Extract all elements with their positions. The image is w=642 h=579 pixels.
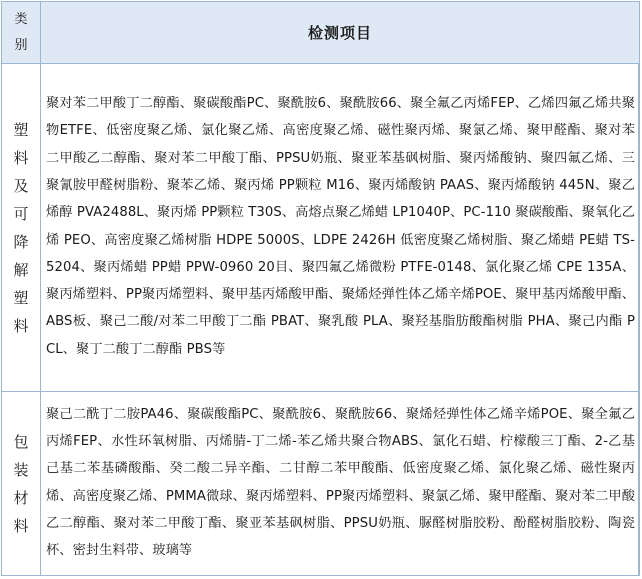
- category-label-plastics: 塑料及可降解塑料: [13, 120, 29, 335]
- category-label-packaging: 包装材料: [13, 432, 29, 535]
- items-cell-plastics: 聚对苯二甲酸丁二醇酯、聚碳酸酯PC、聚酰胺6、聚酰胺66、聚全氟乙丙烯FEP、乙烯四氟乙烯共聚物ETFE、低密度聚乙烯、氯化聚乙烯、高密度聚乙烯、磁性聚丙烯、聚氯乙烯、聚甲醛酯、聚对苯二甲酸乙二醇酯、聚对苯二甲酸丁酯、PPSU奶瓶、聚亚苯基砜树脂、聚丙烯酸钠、聚四氟乙烯、三聚氰胺甲醛树脂粉、聚苯乙烯、聚丙烯 PP颗粒 M16、聚丙烯酸钠 PAAS、聚丙烯酸钠 445N、聚乙烯醇 PVA2488L、聚丙烯 PP颗粒 T30S、高熔点聚乙烯蜡 LP1040P、PC-110 聚碳酸酯、聚氧化乙烯 PEO、高密度聚乙烯树脂 HDPE 5000S、LDPE 2426H 低密度聚乙烯树脂、聚乙烯蜡 PE蜡 TS-5204、聚丙烯蜡 PP蜡 PPW-0960 20目、聚四氟乙烯微粉 PTFE-0148、氯化聚乙烯 CPE 135A、聚丙烯塑料、PP聚丙烯塑料、聚甲基丙烯酸甲酯、聚烯烃弹性体乙烯辛烯POE、聚甲基丙烯酸甲酯、ABS板、聚己二酸/对苯二甲酸丁二酯 PBAT、聚乳酸 PLA、聚羟基脂肪酸酯树脂 PHA、聚己内酯 PCL、聚丁二酸丁二醇酯 PBS等: [41, 64, 640, 392]
- items-cell-packaging: 聚己二酰丁二胺PA46、聚碳酸酯PC、聚酰胺6、聚酰胺66、聚烯烃弹性体乙烯辛烯POE、聚全氟乙丙烯FEP、水性环氧树脂、丙烯腈-丁二烯-苯乙烯共聚合物ABS、氯化石蜡、柠檬酸三丁酯、2-乙基己基二苯基磷酸酯、癸二酸二异辛酯、二甘醇二苯甲酸酯、低密度聚乙烯、氯化聚乙烯、磁性聚丙烯、高密度聚乙烯、PMMA微球、聚丙烯塑料、PP聚丙烯塑料、聚氯乙烯、聚甲醛酯、聚对苯二甲酸乙二醇酯、聚对苯二甲酸丁酯、聚亚苯基砜树脂、PPSU奶瓶、脲醛树脂胶粉、酚醛树脂胶粉、陶瓷杯、密封生料带、玻璃等: [41, 392, 640, 576]
- items-header: 检测项目: [41, 2, 640, 64]
- table-row: [2, 64, 640, 392]
- category-header: [2, 2, 41, 64]
- category-cell-packaging: [2, 392, 41, 576]
- category-header-text: 类别: [14, 11, 28, 53]
- category-cell-plastics: [2, 64, 41, 392]
- detection-items-table: [1, 1, 640, 576]
- table-header-row: [2, 2, 640, 64]
- table-row: [2, 392, 640, 576]
